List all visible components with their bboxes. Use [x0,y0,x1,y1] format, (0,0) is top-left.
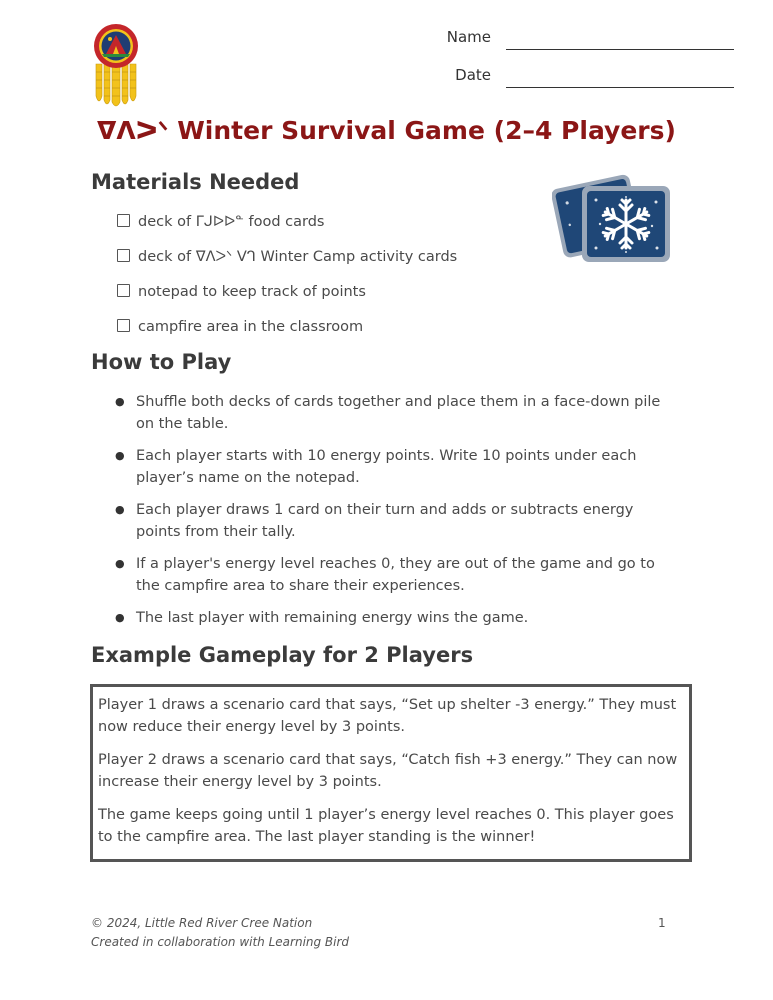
bullet-icon: ● [115,611,125,624]
list-item [115,553,675,597]
checkbox-icon[interactable] [117,249,130,262]
example-box [90,684,692,862]
step-text: The last player with remaining energy wins the game. [136,610,529,626]
list-item [115,607,675,629]
how-to-play-heading: How to Play [91,350,232,374]
date-label: Date [455,66,491,84]
example-paragraph: Player 2 draws a scenario card that says, “Catch fish +3 energy.” They can now increase their energy level by 3 points. [98,752,678,790]
example-heading: Example Gameplay for 2 Players [91,643,474,667]
name-field[interactable] [440,28,740,52]
material-label: campfire area in the classroom [138,319,364,335]
list-item [115,391,675,435]
step-text: Each player starts with 10 energy points. Write 10 points under each player’s name on the notepad. [136,448,637,486]
step-text: Shuffle both decks of cards together and place them in a face-down pile on the table. [136,394,661,432]
checkbox-icon[interactable] [117,214,130,227]
material-item[interactable] [117,247,457,267]
bullet-icon: ● [115,503,125,516]
nation-seal-icon [88,22,144,108]
material-item[interactable] [117,317,363,337]
checkbox-icon[interactable] [117,284,130,297]
snowflake-cards-icon [552,164,674,264]
material-label: deck of ᒥᒍᐅᐅᓐ food cards [138,214,325,230]
materials-heading: Materials Needed [91,170,300,194]
name-label: Name [446,28,491,46]
date-line[interactable] [506,87,734,88]
footer-collab: Created in collaboration with Learning Bird [91,935,350,949]
material-label: deck of ᐁᐱᐳᐠ ᐯᒉ Winter Camp activity cards [138,249,458,265]
material-item[interactable] [117,212,324,232]
material-item[interactable] [117,282,366,302]
example-paragraph: The game keeps going until 1 player’s energy level reaches 0. This player goes to the campfire area. The last player standing is the winner! [98,807,674,845]
page-number: 1 [658,916,666,930]
date-field[interactable] [440,66,740,90]
step-text: Each player draws 1 card on their turn and adds or subtracts energy points from their tally. [136,502,634,540]
bullet-icon: ● [115,395,125,408]
list-item [115,499,675,543]
name-line[interactable] [506,49,734,50]
list-item [115,445,675,489]
bullet-icon: ● [115,557,125,570]
example-paragraph: Player 1 draws a scenario card that says, “Set up shelter -3 energy.” They must now reduce their energy level by 3 points. [98,697,677,735]
bullet-icon: ● [115,449,125,462]
footer-copyright: © 2024, Little Red River Cree Nation [91,916,313,930]
step-text: If a player's energy level reaches 0, they are out of the game and go to the campfire area to share their experiences. [136,556,655,594]
material-label: notepad to keep track of points [138,284,366,300]
page-title: ᐁᐱᐳᐠ Winter Survival Game (2–4 Players) [97,116,676,145]
checkbox-icon[interactable] [117,319,130,332]
